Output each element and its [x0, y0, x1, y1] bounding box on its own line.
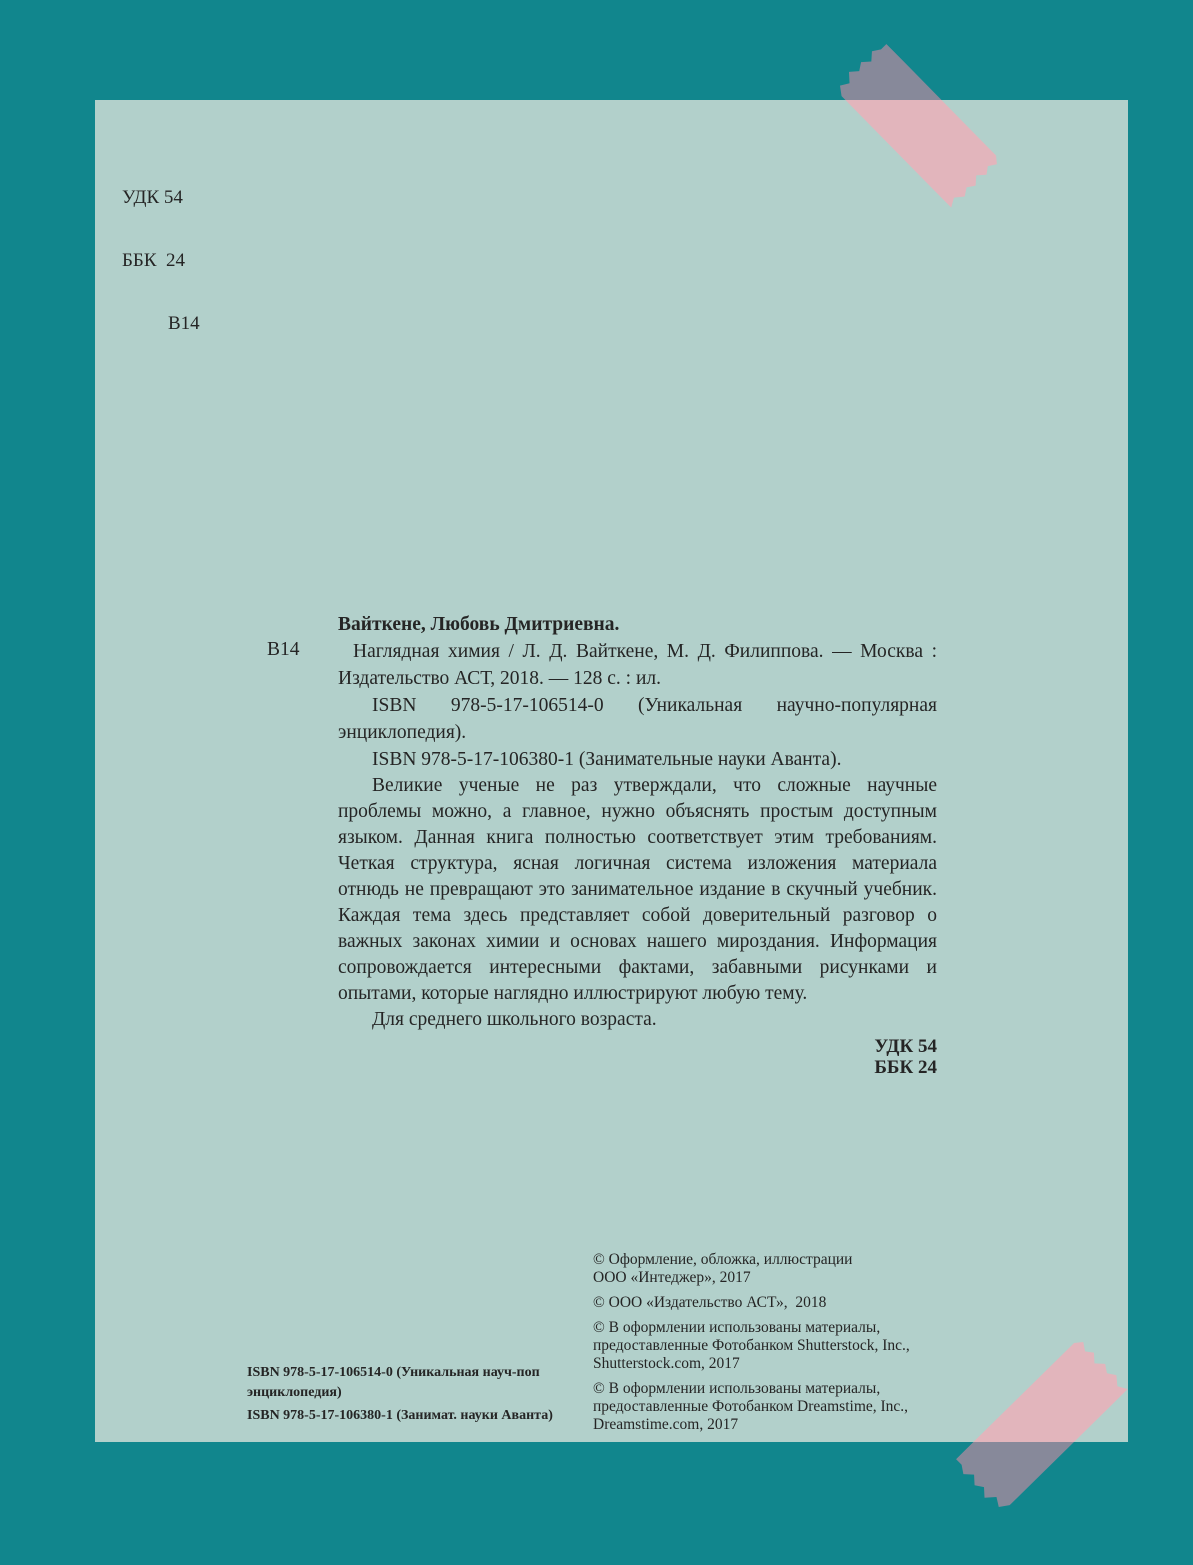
annotation: Великие ученые не раз утверждали, что сложные научные проблемы можно, а главное, нужно объяснять простым доступным языком. Данная книга полностью соответствует этим требованиям. Четкая структура, ясная логичная система изложения материала отнюдь не превращают это занимательное издание в скучный учебник. Каждая тема здесь представляет собой доверительный разговор о важных законах химии и основах нашего мироздания. Информация сопровождается интересными фактами, забавными рисунками и опытами, которые наглядно иллюстрируют любую тему.	[338, 775, 937, 1004]
isbn-footer	[247, 1363, 592, 1429]
copyright-dreamstime-line-2: предоставленные Фотобанком Dreamstime, Inc.,	[593, 1398, 909, 1415]
isbn-footer-1-line-1: ISBN 978-5-17-106514-0 (Уникальная науч-поп	[247, 1365, 540, 1380]
bibliographic-block	[338, 611, 937, 1033]
bib-description: Наглядная химия / Л. Д. Вайткене, М. Д. Филиппова. — Москва : Издательство АСТ, 2018. — 128 с. : ил.	[338, 641, 937, 689]
copyright-shutterstock	[593, 1319, 968, 1373]
copyright-column	[593, 1251, 968, 1441]
bbk-code-right: ББК 24	[874, 1057, 937, 1078]
classification-codes	[122, 145, 200, 376]
isbn-footer-entry-1	[247, 1363, 592, 1403]
copyright-design-line-2: ООО «Интеджер», 2017	[593, 1269, 751, 1286]
copyright-design	[593, 1251, 968, 1287]
isbn-footer-1-line-2: энциклопедия)	[247, 1385, 342, 1400]
udk-code-right: УДК 54	[874, 1036, 937, 1057]
copyright-design-line-1: © Оформление, обложка, иллюстрации	[593, 1251, 853, 1268]
washi-tape-top-overhang	[832, 39, 1002, 100]
classification-codes-right	[874, 1036, 937, 1078]
author-sign-code: В14	[168, 313, 200, 334]
isbn-line-2: ISBN 978-5-17-106380-1 (Занимательные науки Аванта).	[372, 749, 842, 770]
tape-top-overhang-clip	[0, 0, 1193, 100]
copyright-publisher: © ООО «Издательство АСТ», 2018	[593, 1294, 827, 1311]
copyright-shutterstock-line-1: © В оформлении использованы материалы,	[593, 1319, 881, 1336]
washi-tape-bottom	[951, 1337, 1128, 1442]
audience-note: Для среднего школьного возраста.	[372, 1009, 657, 1030]
copyright-shutterstock-line-3: Shutterstock.com, 2017	[593, 1355, 740, 1372]
udk-code: УДК 54	[122, 187, 183, 208]
imprint-page	[95, 100, 1128, 1442]
isbn-footer-entry-2: ISBN 978-5-17-106380-1 (Занимат. науки Аванта)	[247, 1408, 553, 1423]
author-heading: Вайткене, Любовь Дмитриевна.	[338, 614, 620, 635]
copyright-dreamstime	[593, 1380, 968, 1434]
copyright-dreamstime-line-1: © В оформлении использованы материалы,	[593, 1380, 881, 1397]
copyright-shutterstock-line-2: предоставленные Фотобанком Shutterstock, Inc.,	[593, 1337, 910, 1354]
isbn-line-1: ISBN 978-5-17-106514-0 (Уникальная научно-популярная энциклопедия).	[338, 695, 937, 743]
bib-margin-code: В14	[267, 639, 300, 660]
copyright-dreamstime-line-3: Dreamstime.com, 2017	[593, 1416, 739, 1433]
bbk-code: ББК 24	[122, 250, 185, 271]
washi-tape-bottom-overhang	[951, 1442, 1129, 1515]
tape-bottom-overhang-clip	[0, 1442, 1193, 1565]
washi-tape-top	[832, 100, 1002, 209]
